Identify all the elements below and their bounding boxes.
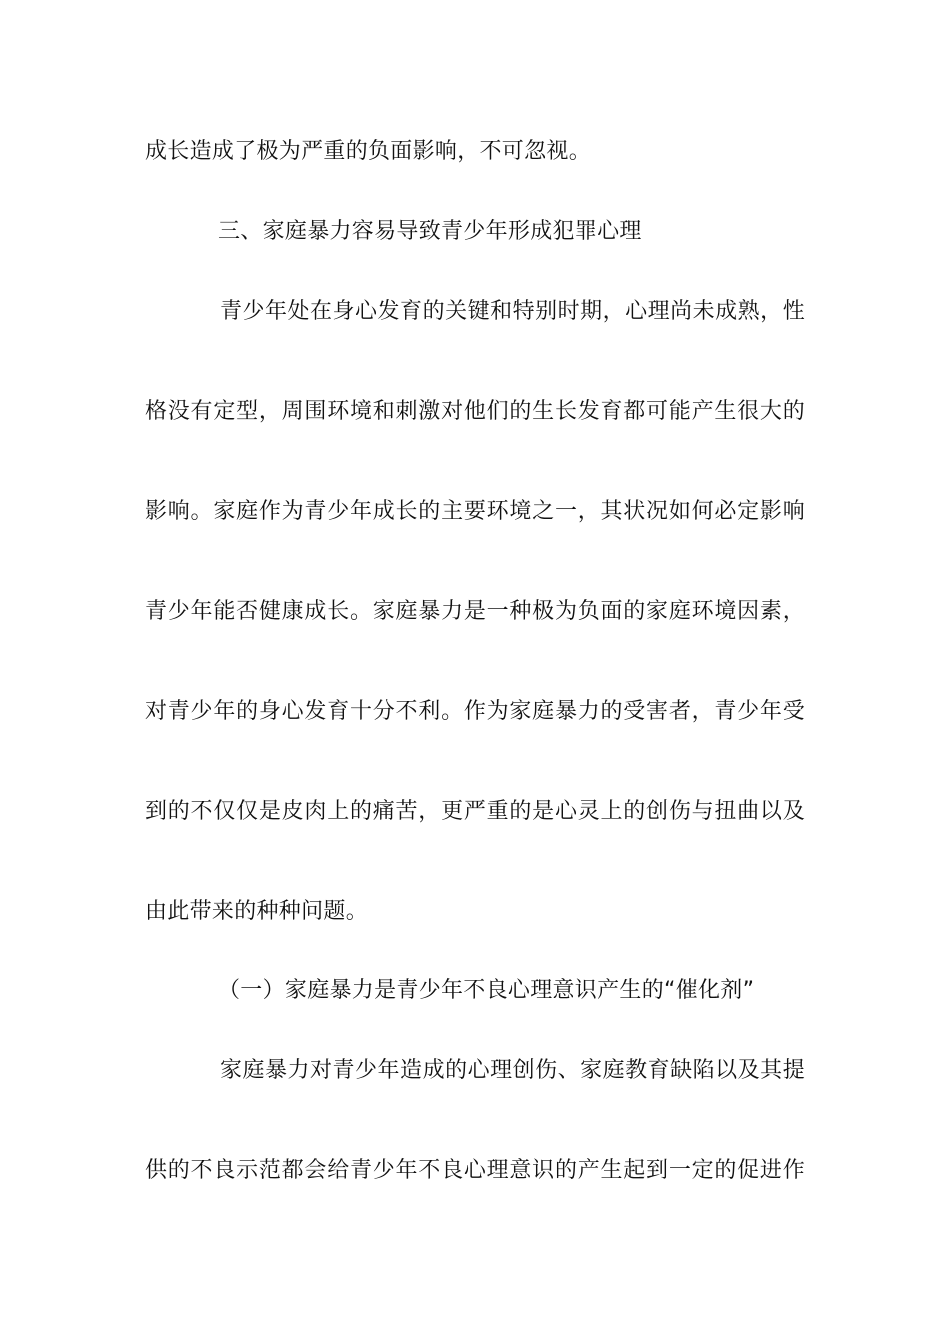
continuation-line: 成长造成了极为严重的负面影响，不可忽视。 — [145, 139, 592, 164]
paragraph-line: 青少年能否健康成长。家庭暴力是一种极为负面的家庭环境因素， — [145, 599, 805, 624]
paragraph-line: 对青少年的身心发育十分不利。作为家庭暴力的受害者，青少年受 — [145, 699, 805, 724]
paragraph-line: 影响。家庭作为青少年成长的主要环境之一，其状况如何必定影响 — [145, 499, 805, 524]
paragraph-line: 青少年处在身心发育的关键和特别时期，心理尚未成熟，性 — [220, 299, 805, 324]
paragraph-line: 格没有定型，周围环境和刺激对他们的生长发育都可能产生很大的 — [145, 399, 805, 424]
section-heading: 三、家庭暴力容易导致青少年形成犯罪心理 — [218, 219, 642, 244]
paragraph-line: 由此带来的种种问题。 — [145, 899, 369, 924]
subsection-heading: （一）家庭暴力是青少年不良心理意识产生的“催化剂” — [218, 978, 755, 1003]
paragraph-line: 供的不良示范都会给青少年不良心理意识的产生起到一定的促进作 — [145, 1158, 805, 1183]
paragraph-line: 家庭暴力对青少年造成的心理创伤、家庭教育缺陷以及其提 — [220, 1058, 805, 1083]
paragraph-line: 到的不仅仅是皮肉上的痛苦，更严重的是心灵上的创伤与扭曲以及 — [145, 799, 805, 824]
